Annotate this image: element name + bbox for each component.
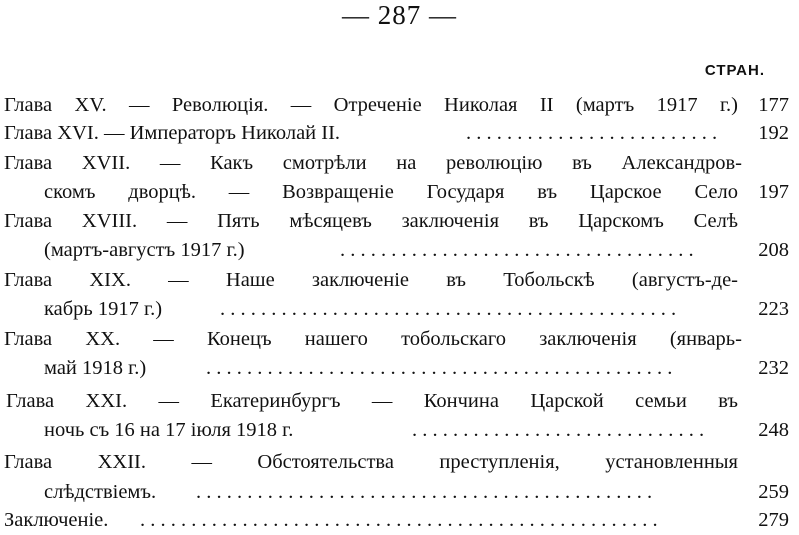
toc-line [0,235,799,265]
toc-line [0,177,799,207]
toc-page-number: 197 [758,181,789,203]
toc-entry-title: Глава XX. — Конецъ нашего тобольскаго заключенія (январь- [4,328,742,350]
toc-line [0,386,799,416]
toc-line [0,415,799,445]
dot-leader: . . . . . . . . . . . . . . . . . . . . . . . . . . . . . . . . . . . . . . . . . . . . . . . . . . . [140,509,658,531]
toc-page-number: 279 [758,509,789,531]
toc-entry-title: Заключеніе. [4,509,109,531]
toc-entry-title-continued: слѣдствіемъ. [44,481,157,503]
toc-line [0,118,799,148]
dot-leader: . . . . . . . . . . . . . . . . . . . . . . . . . . . . . . . . . . . . . . . . . . . . . . [206,357,673,379]
toc-entry-title-continued: май 1918 г.) [44,357,147,379]
toc-entry-title: Глава XXI. — Екатеринбургъ — Кончина Царской семьи въ [6,390,738,412]
toc-entry-title: Глава XVII. — Какъ смотрѣли на революцію въ Александров- [4,152,742,174]
dot-leader: . . . . . . . . . . . . . . . . . . . . . . . . . . . . . . . . . . . . . . . . . . . . . [220,298,677,320]
toc-line [0,477,799,507]
toc-line [0,324,799,354]
toc-page-number: 259 [758,481,789,503]
toc-page-number: 223 [758,298,789,320]
toc-page-number: 177 [758,94,789,116]
toc-line [0,206,799,236]
dot-leader: . . . . . . . . . . . . . . . . . . . . . . . . . . . . . . . . . . . . . . . . . . . . . [196,481,653,503]
toc-page-number: 208 [758,239,789,261]
toc-entry-title: Глава XIX. — Наше заключеніе въ Тобольскѣ (августъ-де- [4,269,738,291]
toc-entry-title-continued: (мартъ-августъ 1917 г.) [44,239,245,261]
dot-leader: . . . . . . . . . . . . . . . . . . . . . . . . . . . . . . . . . . . [340,239,694,261]
toc-entry-title: Глава XXII. — Обстоятельства преступленія, установленныя [4,451,738,473]
toc-line [0,90,799,120]
toc-line [0,148,799,178]
toc-entry-title-continued: скомъ дворцѣ. — Возвращеніе Государя въ Царское Село [44,181,738,203]
toc-line [0,353,799,383]
toc-entry-title-continued: кабрь 1917 г.) [44,298,163,320]
toc-line [0,265,799,295]
toc-entry-title-continued: ночь съ 16 на 17 іюля 1918 г. [44,419,294,441]
toc-line [0,447,799,477]
toc-entry-title: Глава XVI. — Императоръ Николай II. [4,122,341,144]
page-number: — 287 — [342,0,457,30]
toc-entry-title: Глава XVIII. — Пять мѣсяцевъ заключенія въ Царскомъ Селѣ [4,210,738,232]
column-header: СТРАН. [704,62,765,79]
toc-page-number: 192 [758,122,789,144]
dot-leader: . . . . . . . . . . . . . . . . . . . . . . . . . [466,122,718,144]
toc-line [0,505,799,535]
toc-line [0,294,799,324]
toc-page-number: 248 [758,419,789,441]
dot-leader: . . . . . . . . . . . . . . . . . . . . . . . . . . . . . [412,419,705,441]
toc-entry-title: Глава XV. — Революція. — Отреченіе Николая II (мартъ 1917 г.) [4,94,738,116]
toc-page-number: 232 [758,357,789,379]
